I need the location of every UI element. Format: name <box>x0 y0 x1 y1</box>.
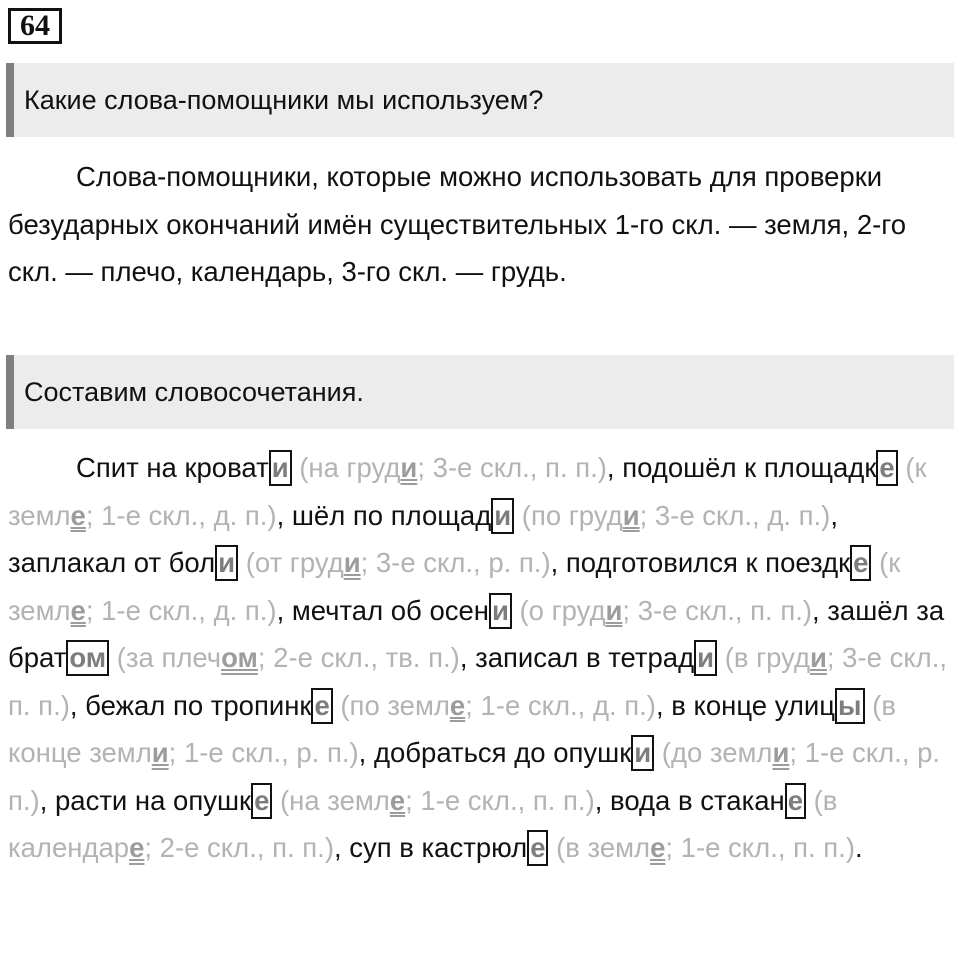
hint-rest: ; 3-е скл., п. п.) <box>8 642 947 721</box>
hint-rest: ; 1-е скл., д. п.) <box>465 689 656 721</box>
hint-rest: ; 3-е скл., п. п.) <box>417 452 607 483</box>
phrase-punctuation: , <box>594 784 603 816</box>
hint-stem: (в груд <box>724 642 810 673</box>
phrase-stem: зашёл за брат <box>8 594 945 673</box>
hint-ending: е <box>650 832 666 863</box>
ending-box: е <box>785 783 806 819</box>
phrase-stem: записал в тетрад <box>475 642 695 673</box>
hint-stem: (от груд <box>245 547 344 578</box>
phrase-punctuation: , <box>830 499 838 531</box>
phrase-stem: расти на опушк <box>54 784 252 816</box>
hint-stem: (до земл <box>661 737 773 768</box>
phrase-item <box>284 595 819 626</box>
hint-rest: ; 3-е скл., д. п.) <box>639 499 831 531</box>
hint-ending: и <box>772 737 790 768</box>
hint-ending: и <box>605 594 623 626</box>
hint-rest: ; 2-е скл., п. п.) <box>144 832 334 863</box>
declension-hint <box>246 547 551 578</box>
hint-stem: (по груд <box>521 499 623 531</box>
phrase-punctuation: , <box>276 594 285 626</box>
section-header-helper-words <box>6 63 954 137</box>
hint-rest: ; 1-е скл., р. п.) <box>168 737 359 768</box>
task-number: 64 <box>8 8 62 44</box>
hint-rest: ; 1-е скл., п. п.) <box>665 832 855 863</box>
phrase-punctuation: , <box>276 499 285 531</box>
phrase-stem: шёл по площад <box>291 499 492 531</box>
phrase-punctuation: , <box>655 689 664 721</box>
phrase-item <box>47 785 602 816</box>
ending-box: и <box>491 498 514 534</box>
declension-hint <box>299 452 607 483</box>
hint-ending: е <box>449 689 466 721</box>
phrase-item <box>284 500 838 531</box>
phrase-item <box>8 547 558 578</box>
declension-hint <box>520 595 813 626</box>
declension-hint <box>556 832 855 863</box>
hint-stem: (к земл <box>8 452 927 531</box>
declension-hint <box>280 785 595 816</box>
phrase-stem: мечтал об осен <box>291 594 489 626</box>
ending-box: ом <box>66 640 109 676</box>
phrase-stem: подошёл к площадк <box>622 452 877 483</box>
phrase-item <box>78 690 664 721</box>
hint-rest: ; 2-е скл., тв. п.) <box>257 642 460 673</box>
section-title: Составим словосочетания. <box>24 376 364 407</box>
section-header-phrases <box>6 355 954 429</box>
section-title: Какие слова-помощники мы используем? <box>24 84 544 115</box>
phrase-stem: вода в стакан <box>610 784 785 816</box>
ending-box: и <box>489 593 512 629</box>
phrase-punctuation: , <box>459 642 468 673</box>
phrase-punctuation: , <box>358 737 367 768</box>
hint-ending: е <box>70 499 86 531</box>
ending-box: и <box>269 450 292 486</box>
hint-ending: е <box>389 784 406 816</box>
hint-stem: (по земл <box>340 689 450 721</box>
hint-stem: (в конце земл <box>8 689 896 768</box>
phrase-item <box>76 452 615 483</box>
phrase-stem: заплакал от бол <box>8 547 216 578</box>
hint-rest: ; 1-е скл., д. п.) <box>85 594 277 626</box>
hint-ending: е <box>70 594 86 626</box>
declension-hint <box>340 690 656 721</box>
phrase-punctuation: , <box>812 594 820 626</box>
hint-ending: ом <box>221 642 258 673</box>
phrase-item <box>342 832 863 863</box>
phrase-punctuation: , <box>69 689 78 721</box>
phrase-stem: суп в кастрюл <box>349 832 528 863</box>
phrase-stem: добраться до опушк <box>373 737 632 768</box>
phrase-punctuation: , <box>39 784 48 816</box>
ending-box: е <box>311 688 332 724</box>
hint-stem: (в земл <box>556 832 651 863</box>
hint-ending: и <box>400 452 418 483</box>
declension-hint <box>117 642 460 673</box>
ending-box: и <box>215 545 238 581</box>
phrase-stem: в конце улиц <box>671 689 836 721</box>
phrase-punctuation: . <box>854 832 863 863</box>
ending-box: е <box>876 450 897 486</box>
ending-box: е <box>527 830 548 866</box>
phrase-stem: подготовился к поездк <box>565 547 851 578</box>
hint-rest: ; 1-е скл., р. п.) <box>8 737 941 816</box>
hint-ending: и <box>810 642 827 673</box>
hint-ending: и <box>622 499 640 531</box>
ending-box: ы <box>835 688 865 724</box>
hint-rest: ; 3-е скл., п. п.) <box>622 594 813 626</box>
hint-ending: и <box>343 547 361 578</box>
hint-rest: ; 1-е скл., п. п.) <box>405 784 595 816</box>
phrase-punctuation: , <box>606 452 615 483</box>
declension-hint <box>522 500 831 531</box>
hint-ending: е <box>129 832 145 863</box>
phrases-paragraph <box>8 444 956 872</box>
ending-box: е <box>251 783 272 819</box>
hint-stem: (на земл <box>280 784 390 816</box>
hint-stem: (о груд <box>519 594 606 626</box>
ending-box: и <box>694 640 717 676</box>
hint-stem: (в календар <box>8 784 838 863</box>
hint-stem: (к земл <box>8 547 901 626</box>
hint-rest: ; 1-е скл., д. п.) <box>85 499 277 531</box>
phrase-stem: Спит на кроват <box>76 452 269 483</box>
ending-box: и <box>631 735 654 771</box>
hint-rest: ; 3-е скл., р. п.) <box>360 547 551 578</box>
phrase-punctuation: , <box>550 547 559 578</box>
hint-stem: (за плеч <box>116 642 222 673</box>
phrase-punctuation: , <box>333 832 342 863</box>
phrase-stem: бежал по тропинк <box>85 689 312 721</box>
ending-box: е <box>850 545 871 581</box>
hint-stem: (на груд <box>299 452 401 483</box>
hint-ending: и <box>151 737 169 768</box>
helper-words-paragraph: Слова-помощники, которые можно использовать для проверки безударных окончаний имён существительных 1-го скл. — земля, 2-го скл. — плечо, календарь, 3-го скл. — грудь. <box>8 161 906 287</box>
